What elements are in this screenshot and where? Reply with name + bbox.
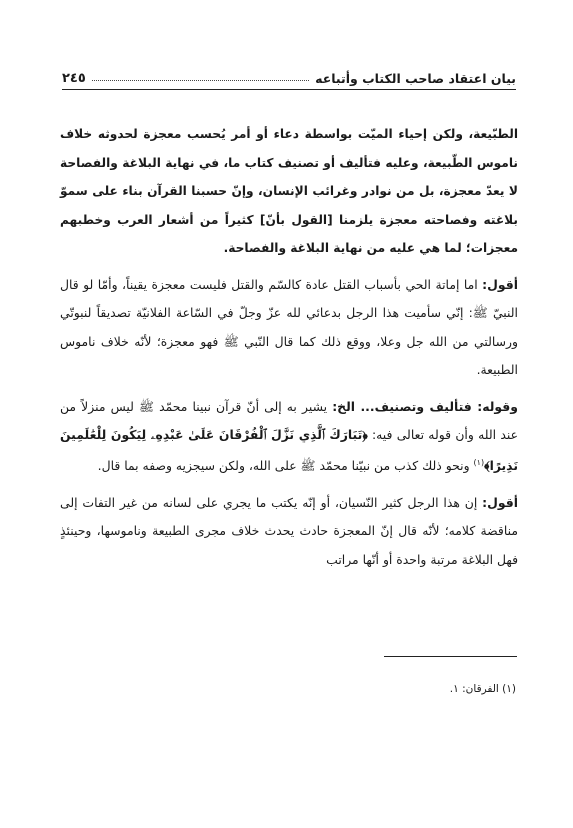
footnote-rule [384,656,517,657]
reply-text-2: إن هذا الرجل كثير النّسيان، أو إنّه يكتب ما يجري على لسانه من غير التفات إلى مناقضة كلامه؛ لأنّه قال إنّ المعجزة حادث يحدث خلاف مجرى الطبيعة وناموسها، وحينئذٍ فهل البلاغة مرتبة واحدة أو أنّها مراتب [60,494,518,567]
reply-label: أقول: [482,276,518,292]
running-header-title: بيان اعتقاد صاحب الكتاب وأتباعه [315,71,516,86]
footnote: (١) الفرقان: ١. [449,683,516,695]
commentary-text-a: يشير به إلى أنّ قرآن نبينا محمّد ﷺ ليس منزلاً من عند الله وأن قوله تعالى فيه: [60,398,518,442]
main-text [60,120,518,574]
footnote-ref: (١) [473,458,485,468]
paragraph-commentary [60,393,518,481]
page-number: ٢٤٥ [62,71,86,86]
quran-quote: ﴿تَبَارَكَ ٱلَّذِي نَزَّلَ ٱلْفُرْقَانَ عَلَىٰ عَبْدِهِۦ لِيَكُونَ لِلْعَٰلَمِينَ نَذِيرًا﴾ [60,427,518,474]
commentary-text-b: ونحو ذلك كذب من نبيّنا محمّد ﷺ على الله، ولكن سيجزيه وصفه بما قال. [97,458,474,474]
header-rule [62,89,516,90]
reply-text: اما إماتة الحي بأسباب القتل عادة كالسّم والقتل فليست معجزة يقيناً، وأمّا لو قال النبيّ ﷺ: إنّي سأميت هذا الرجل بدعائي لله عزّ وجلّ في السّاعة الفلانيّة تصديقاً لنبوتّي ورسالتي من الله جل وعلا، ووقع ذلك كما قال النّبي ﷺ فهو معجزة؛ لأنّه خلاف ناموس الطبيعة. [60,276,518,378]
commentary-label: وقوله: فتأليف وتصنيف... الخ: [332,398,518,414]
dotted-leader [92,80,309,81]
reply-label-2: أقول: [482,494,518,510]
running-header [62,62,516,86]
paragraph-bold-quote: الطبّيعة، ولكن إحياء الميّت بواسطة دعاء أو أمر يُحسب معجزة لحدوثه خلاف ناموس الطّبيعة، وعليه فتأليف أو تصنيف كتاب ما، في نهاية البلاغة والفصاحة لا يعدّ معجزة، بل من نوادر وغرائب الإنسان، وإنّ حسبنا القرآن بناء على سموّ بلاغته وفصاحته معجزة يلزمنا [القول بأنّ] كثيراً من أشعار العرب وخطبهم معجزات؛ لما هي عليه من نهاية البلاغة والفصاحة. [60,127,518,256]
paragraph-reply-2 [60,489,518,574]
paragraph-reply-1 [60,271,518,385]
